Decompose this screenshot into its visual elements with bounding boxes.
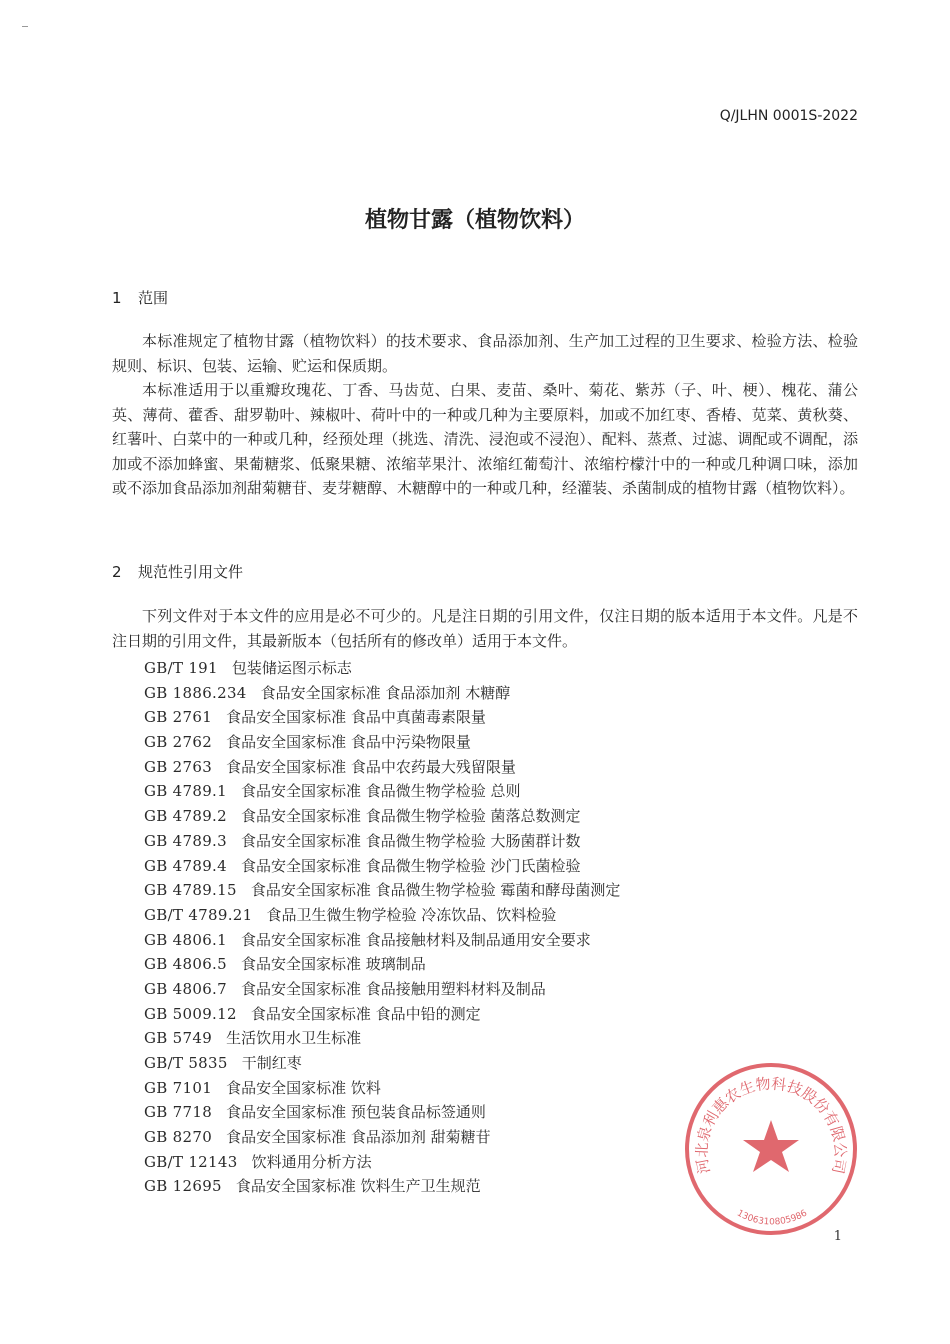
reference-code: GB 4789.1 bbox=[144, 782, 227, 801]
reference-title: 干制红枣 bbox=[241, 1054, 302, 1072]
scope-paragraph-2: 本标准适用于以重瓣玫瑰花、丁香、马齿苋、白果、麦苗、桑叶、菊花、紫苏（子、叶、梗）、槐花、蒲公英、薄荷、藿香、甜罗勒叶、辣椒叶、荷叶中的一种或几种为主要原料，加或不加红枣、香椿、苋菜、黄秋葵、红薯叶、白菜中的一种或几种，经预处理（挑选、清洗、浸泡或不浸泡）、配料、蒸煮、过滤、调配或不调配，添加或不添加蜂蜜、果葡糖浆、低聚果糖、浓缩苹果汁、浓缩红葡萄汁、浓缩柠檬汁中的一种或几种调口味，添加或不添加食品添加剂甜菊糖苷、麦芽糖醇、木糖醇中的一种或几种，经灌装、杀菌制成的植物甘露（植物饮料）。 bbox=[112, 381, 858, 498]
document-code: Q/JLHN 0001S-2022 bbox=[719, 108, 858, 124]
reference-code: GB 5009.12 bbox=[144, 1004, 237, 1023]
reference-title: 食品安全国家标准 食品添加剂 木糖醇 bbox=[260, 683, 511, 702]
reference-code: GB 2761 bbox=[144, 708, 213, 727]
reference-item bbox=[144, 1174, 620, 1199]
reference-code: GB 4789.4 bbox=[144, 856, 227, 875]
reference-item bbox=[144, 779, 620, 804]
scope-paragraph-1: 本标准规定了植物甘露（植物饮料）的技术要求、食品添加剂、生产加工过程的卫生要求、检验方法、检验规则、标识、包装、运输、贮运和保质期。 bbox=[112, 332, 858, 375]
reference-code: GB 4789.15 bbox=[144, 881, 237, 900]
reference-title: 食品安全国家标准 食品微生物学检验 总则 bbox=[240, 782, 521, 801]
reference-item bbox=[144, 656, 620, 681]
reference-item bbox=[144, 804, 620, 829]
reference-title: 生活饮用水卫生标准 bbox=[226, 1029, 362, 1048]
reference-code: GB 4806.7 bbox=[144, 979, 227, 998]
reference-code: GB 12695 bbox=[144, 1177, 222, 1196]
reference-title: 食品安全国家标准 食品微生物学检验 菌落总数测定 bbox=[240, 807, 581, 826]
reference-item bbox=[144, 854, 620, 879]
reference-item bbox=[144, 755, 620, 780]
reference-item bbox=[144, 1076, 620, 1101]
reference-code: GB/T 12143 bbox=[144, 1152, 238, 1171]
reference-code: GB 5749 bbox=[144, 1029, 213, 1048]
section-number: 2 bbox=[112, 563, 122, 581]
reference-code: GB 8270 bbox=[144, 1128, 213, 1147]
reference-item bbox=[144, 1051, 620, 1076]
reference-title: 食品安全国家标准 食品中农药最大残留限量 bbox=[226, 757, 516, 776]
seal-star-icon bbox=[743, 1120, 799, 1172]
reference-title: 食品安全国家标准 食品微生物学检验 大肠菌群计数 bbox=[240, 831, 581, 850]
reference-title: 食品安全国家标准 食品中污染物限量 bbox=[226, 733, 471, 752]
reference-title: 食品安全国家标准 食品接触用塑料材料及制品 bbox=[240, 979, 546, 998]
reference-title: 饮料通用分析方法 bbox=[251, 1152, 372, 1171]
company-seal bbox=[682, 1060, 860, 1238]
section-heading-references bbox=[112, 561, 243, 582]
reference-title: 包装储运图示标志 bbox=[231, 659, 352, 677]
reference-code: GB 4789.3 bbox=[144, 831, 227, 850]
reference-item bbox=[144, 903, 620, 928]
reference-code: GB 2762 bbox=[144, 733, 213, 752]
seal-number-text: 1306310805986 bbox=[735, 1208, 809, 1228]
section-heading-scope bbox=[112, 287, 168, 308]
reference-title: 食品安全国家标准 食品中真菌毒素限量 bbox=[226, 708, 486, 727]
reference-title: 食品安全国家标准 饮料 bbox=[226, 1078, 381, 1097]
reference-title: 食品安全国家标准 饮料生产卫生规范 bbox=[235, 1177, 481, 1196]
reference-code: GB/T 191 bbox=[144, 659, 218, 677]
reference-item bbox=[144, 1125, 620, 1150]
reference-code: GB 4806.1 bbox=[144, 930, 227, 949]
reference-title: 食品安全国家标准 食品微生物学检验 霉菌和酵母菌测定 bbox=[250, 881, 621, 900]
seal-company-text: 河北泉利惠农生物科技股份有限公司 bbox=[692, 1074, 850, 1176]
page-number: 1 bbox=[833, 1229, 842, 1244]
reference-code: GB 4806.5 bbox=[144, 955, 227, 974]
reference-list bbox=[144, 656, 620, 1199]
reference-title: 食品卫生微生物学检验 冷冻饮品、饮料检验 bbox=[266, 905, 557, 924]
reference-code: GB 4789.2 bbox=[144, 807, 227, 826]
reference-code: GB 7101 bbox=[144, 1078, 213, 1097]
scan-mark bbox=[22, 26, 28, 27]
reference-item bbox=[144, 928, 620, 953]
reference-title: 食品安全国家标准 食品添加剂 甜菊糖苷 bbox=[226, 1128, 491, 1147]
reference-title: 食品安全国家标准 食品接触材料及制品通用安全要求 bbox=[240, 930, 591, 949]
reference-title: 食品安全国家标准 玻璃制品 bbox=[240, 955, 426, 974]
reference-item bbox=[144, 1026, 620, 1051]
reference-item bbox=[144, 1150, 620, 1175]
reference-item bbox=[144, 705, 620, 730]
reference-title: 食品安全国家标准 食品中铅的测定 bbox=[250, 1004, 481, 1023]
references-intro: 下列文件对于本文件的应用是必不可少的。凡是注日期的引用文件，仅注日期的版本适用于本文件。凡是不注日期的引用文件，其最新版本（包括所有的修改单）适用于本文件。 bbox=[112, 607, 858, 650]
reference-code: GB 7718 bbox=[144, 1103, 213, 1122]
reference-item bbox=[144, 977, 620, 1002]
page-title: 植物甘露（植物饮料） bbox=[364, 208, 585, 233]
reference-title: 食品安全国家标准 预包装食品标签通则 bbox=[226, 1103, 486, 1122]
section-number: 1 bbox=[112, 289, 122, 307]
reference-code: GB 2763 bbox=[144, 757, 213, 776]
reference-item bbox=[144, 1100, 620, 1125]
reference-item bbox=[144, 1002, 620, 1027]
reference-item bbox=[144, 730, 620, 755]
section-title: 范围 bbox=[138, 289, 169, 307]
reference-item bbox=[144, 681, 620, 706]
reference-item bbox=[144, 952, 620, 977]
reference-item bbox=[144, 878, 620, 903]
reference-item bbox=[144, 829, 620, 854]
section-title: 规范性引用文件 bbox=[138, 563, 244, 581]
reference-code: GB/T 4789.21 bbox=[144, 905, 253, 924]
reference-title: 食品安全国家标准 食品微生物学检验 沙门氏菌检验 bbox=[240, 856, 581, 875]
reference-code: GB/T 5835 bbox=[144, 1054, 228, 1072]
reference-code: GB 1886.234 bbox=[144, 683, 247, 702]
